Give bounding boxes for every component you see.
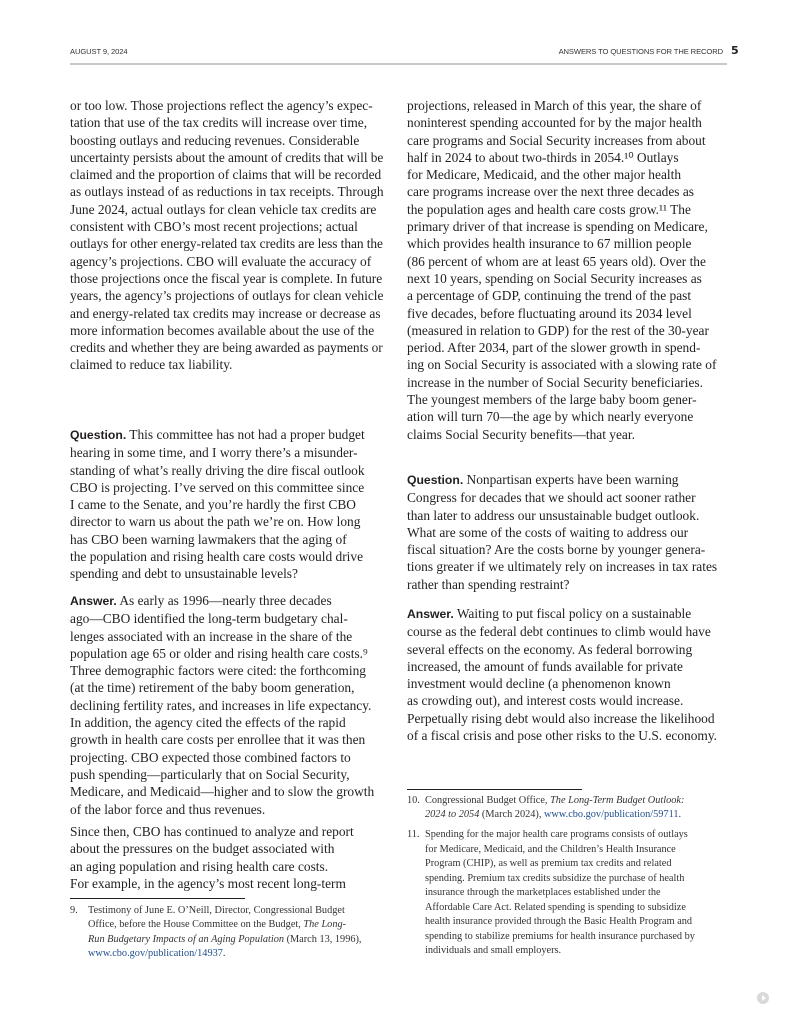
left-question bbox=[70, 426, 384, 583]
text-line: Since then, CBO has continued to analyze and report bbox=[70, 824, 354, 839]
text-line: ation will turn 70—the age by which nearly everyone bbox=[407, 409, 694, 425]
text-line: ago—CBO identified the long-term budgetary chal- bbox=[70, 611, 348, 627]
text-line: care programs and Social Security increases from about bbox=[407, 132, 706, 148]
left-answer bbox=[70, 592, 384, 818]
text-line: spending and debt to unsustainable levels? bbox=[70, 566, 298, 582]
text-line: Question. Nonpartisan experts have been warning bbox=[407, 472, 679, 487]
text-line: (measured in relation to GDP) for the rest of the 30-year bbox=[407, 322, 709, 338]
footnote-rule-right bbox=[407, 789, 582, 790]
footnote-9: 9. Testimony of June E. O’Neill, Director, Congressional Budget Office, before the House Committee on the Budget, The Long- Run Budgetary Impacts of an Aging Population (March 13, 1996), www.cbo.gov/publication/14937. bbox=[70, 905, 362, 959]
text-line: Perpetually rising debt would also increase the likelihood bbox=[407, 710, 715, 726]
footnote-line: Program (CHIP), as well as premium tax credits and related bbox=[425, 858, 672, 869]
text-line: Three demographic factors were cited: the forthcoming bbox=[70, 663, 366, 679]
text-line: agency’s projections. CBO will evaluate the accuracy of bbox=[70, 253, 372, 269]
text-line: claimed and the proportion of claims that will be recorded bbox=[70, 167, 382, 183]
text-line: growth in health care costs per enrollee that it was then bbox=[70, 732, 366, 748]
text-line: or too low. Those projections reflect the agency’s expec- bbox=[70, 98, 373, 113]
text-line: rather than spending restraint? bbox=[407, 576, 570, 592]
text-line: For example, in the agency’s most recent long-term bbox=[70, 875, 346, 891]
text-line: (86 percent of whom are at least 65 years old). Over the bbox=[407, 253, 706, 269]
text-line: an aging population and rising health care costs. bbox=[70, 858, 329, 874]
text-line: and energy-related tax credits may increase or decrease as bbox=[70, 305, 381, 321]
text-line: of the labor force and thus revenues. bbox=[70, 801, 266, 817]
text-line: Answer. Waiting to put fiscal policy on a sustainable bbox=[407, 606, 692, 621]
text-line: Answer. As early as 1996—nearly three decades bbox=[70, 593, 332, 608]
text-line: increase in the number of Social Security beneficiaries. bbox=[407, 374, 703, 390]
link-publication-14937[interactable]: www.cbo.gov/publication/14937 bbox=[88, 947, 223, 959]
left-paragraph-1 bbox=[70, 97, 384, 374]
text-line: The youngest members of the large baby boom gener- bbox=[407, 392, 697, 408]
text-line: the population and rising health care costs would drive bbox=[70, 549, 364, 565]
text-line: more information becomes available about the use of the bbox=[70, 322, 375, 338]
text-line: half in 2024 to about two-thirds in 2054.¹⁰ Outlays bbox=[407, 149, 679, 165]
lead-label: Question. bbox=[70, 428, 127, 442]
footnote-line: health insurance provided through the Basic Health Program and bbox=[425, 916, 693, 927]
lead-label: Answer. bbox=[70, 594, 117, 608]
lead-label: Question. bbox=[407, 473, 464, 487]
page-number: 5 bbox=[731, 44, 739, 57]
footnote-10: 10. Congressional Budget Office, The Long-Term Budget Outlook: 2024 to 2054 (March 2024), www.cbo.gov/publication/59711. bbox=[407, 795, 685, 821]
text-line: several effects on the economy. As federal borrowing bbox=[407, 641, 693, 657]
play-icon[interactable] bbox=[757, 992, 769, 1004]
text-line: for Medicare, Medicaid, and the other major health bbox=[407, 167, 682, 183]
text-line: Medicare, and Medicaid—higher and to slow the growth bbox=[70, 784, 375, 800]
text-line: as outlays instead of as reductions in tax receipts. Through bbox=[70, 184, 384, 200]
text-line: CBO is projecting. I’ve served on this committee since bbox=[70, 479, 365, 495]
text-line: fiscal situation? Are the costs borne by younger genera- bbox=[407, 542, 706, 558]
footnote-line: Affordable Care Act. Related spending is spending to subsidize bbox=[425, 901, 686, 913]
right-question bbox=[407, 471, 721, 593]
text-line: Congress for decades that we should act sooner rather bbox=[407, 490, 696, 506]
text-line: years, the agency’s projections of outlays for clean vehicle bbox=[70, 288, 384, 304]
text-line: as crowding out), and interest costs would increase. bbox=[407, 693, 684, 709]
text-line: credits and whether they are being awarded as payments or bbox=[70, 340, 383, 356]
text-line: June 2024, actual outlays for clean vehicle tax credits are bbox=[70, 201, 377, 217]
footnote-line: insurance through the marketplaces established under the bbox=[425, 887, 661, 898]
text-line: five decades, before fluctuating around its 2034 level bbox=[407, 305, 692, 321]
right-answer bbox=[407, 605, 721, 744]
right-paragraph-1 bbox=[407, 97, 721, 443]
text-line: claimed to reduce tax liability. bbox=[70, 357, 233, 373]
text-line: ing on Social Security is associated with a slowing rate of bbox=[407, 357, 717, 373]
footnote-line: spending to stabilize premiums for health insurance purchased by bbox=[425, 930, 695, 942]
text-line: uncertainty persists about the amount of credits that will be bbox=[70, 149, 384, 165]
text-line: increased, the amount of funds available for private bbox=[407, 658, 683, 674]
text-line: noninterest spending accounted for by the major health bbox=[407, 115, 702, 131]
link-publication-59711[interactable]: www.cbo.gov/publication/59711 bbox=[543, 809, 679, 821]
footnote-11: 11. Spending for the major health care programs consists of outlays for Medicare, Medicaid, and the Children’s Health Insurance Program (CHIP), as well as premium tax credits and related spending. Premium tax credits subsidize the purchase of health insurance through the marketplaces established under the Affordable Care Act. Related spending is spending to subsidize health insurance provided through the Basic Health Program and spending to stabilize premiums for health insurance purchased by individuals and small employers. bbox=[407, 828, 727, 959]
text-line: consistent with CBO’s most recent projections; actual bbox=[70, 219, 358, 235]
text-line: primary driver of that increase is spending on Medicare, bbox=[407, 219, 708, 235]
header-date: AUGUST 9, 2024 bbox=[70, 47, 128, 56]
text-line: outlays for other energy-related tax credits are less than the bbox=[70, 236, 383, 252]
text-line: standing of what’s really driving the dire fiscal outlook bbox=[70, 462, 365, 478]
text-line: a percentage of GDP, continuing the trend of the past bbox=[407, 288, 692, 304]
text-line: care programs increase over the next three decades as bbox=[407, 184, 695, 200]
text-line: tation that use of the tax credits will increase over time, bbox=[70, 115, 368, 131]
text-line: Question. This committee has not had a proper budget bbox=[70, 427, 365, 442]
text-line: projecting. CBO expected those combined factors to bbox=[70, 749, 351, 765]
header-title: ANSWERS TO QUESTIONS FOR THE RECORD bbox=[558, 47, 723, 56]
footnote-line: spending. Premium tax credits subsidize the purchase of health bbox=[425, 872, 685, 884]
text-line: claims Social Security benefits—that year. bbox=[407, 426, 635, 442]
footnote-rule-left bbox=[70, 898, 245, 899]
text-line: lenges associated with an increase in the share of the bbox=[70, 628, 353, 644]
text-line: period. After 2034, part of the slower growth in spend- bbox=[407, 340, 701, 356]
text-line: I came to the Senate, and you’re hardly the first CBO bbox=[70, 497, 356, 513]
text-line: the population ages and health care costs grow.¹¹ The bbox=[407, 201, 691, 217]
footnote-line: Spending for the major health care programs consists of outlays bbox=[425, 829, 688, 840]
text-line: tions greater if we ultimately rely on increases in tax rates bbox=[407, 559, 718, 575]
text-line: investment would decline (a phenomenon known bbox=[407, 676, 671, 692]
text-line: next 10 years, spending on Social Security increases as bbox=[407, 270, 702, 286]
text-line: population age 65 or older and rising health care costs.⁹ bbox=[70, 645, 368, 661]
text-line: of a fiscal crisis and pose other risks to the U.S. economy. bbox=[407, 728, 718, 744]
text-line: What are some of the costs of waiting to address our bbox=[407, 524, 689, 540]
text-line: has CBO been warning lawmakers that the aging of bbox=[70, 531, 347, 547]
text-line: (at the time) retirement of the baby boom generation, bbox=[70, 680, 355, 696]
header-rule bbox=[70, 63, 727, 65]
text-line: boosting outlays and reducing revenues. Considerable bbox=[70, 132, 360, 148]
text-line: about the pressures on the budget associated with bbox=[70, 841, 335, 857]
left-paragraph-2 bbox=[70, 823, 384, 892]
footnote-line: individuals and small employers. bbox=[425, 945, 562, 956]
lead-label: Answer. bbox=[407, 607, 454, 621]
text-line: which provides health insurance to 67 million people bbox=[407, 236, 692, 252]
text-line: projections, released in March of this year, the share of bbox=[407, 98, 702, 113]
footnote-line: for Medicare, Medicaid, and the Children’s Health Insurance bbox=[425, 843, 676, 855]
text-line: declining fertility rates, and increases in life expectancy. bbox=[70, 697, 372, 713]
text-line: director to warn us about the path we’re on. How long bbox=[70, 514, 361, 530]
text-line: In addition, the agency cited the effects of the rapid bbox=[70, 715, 346, 731]
text-line: those projections once the fiscal year is complete. In future bbox=[70, 270, 383, 286]
text-line: push spending—particularly that on Social Security, bbox=[70, 766, 350, 782]
text-line: than later to address our unsustainable budget outlook. bbox=[407, 507, 700, 523]
text-line: hearing in some time, and I worry there’s a misunder- bbox=[70, 445, 358, 461]
text-line: course as the federal debt continues to climb would have bbox=[407, 624, 711, 640]
